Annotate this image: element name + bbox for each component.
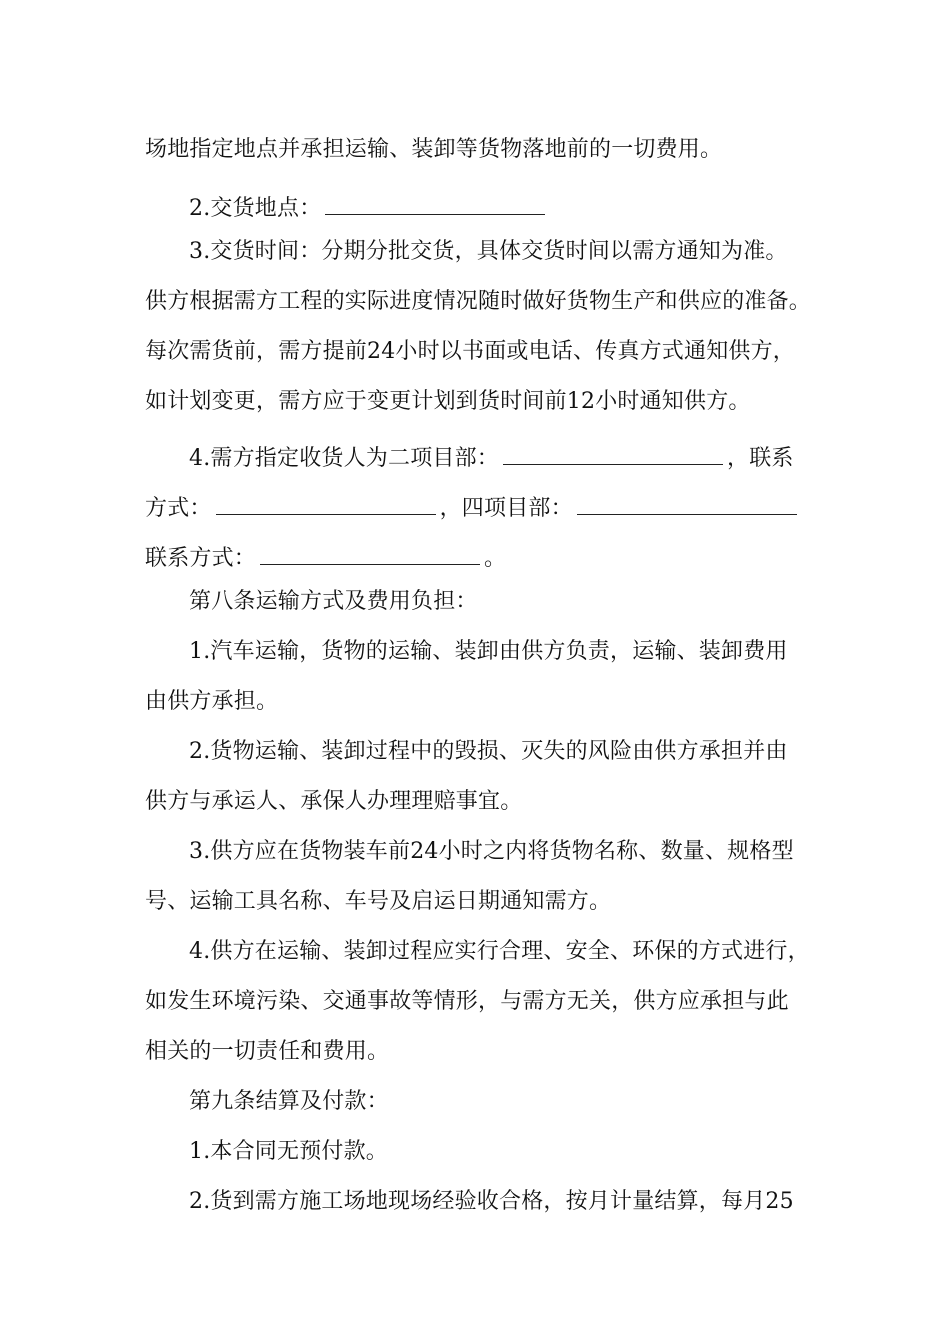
label: 联系方式： — [145, 546, 257, 571]
text: 每次需货前，需方提前24小时以书面或电话、传真方式通知供方， — [145, 339, 795, 364]
delivery-location-line — [189, 184, 869, 220]
paragraph-line — [145, 884, 825, 920]
fill-in-blank-delivery-location[interactable] — [325, 184, 545, 215]
text: 2.货到需方施工场地现场经验收合格，按月计量结算，每月25 — [189, 1189, 794, 1214]
paragraph-line — [145, 384, 825, 420]
text: 如发生环境污染、交通事故等情形，与需方无关，供方应承担与此 — [145, 989, 789, 1014]
label: 2.交货地点： — [189, 196, 322, 221]
text: 3.供方应在货物装车前24小时之内将货物名称、数量、规格型 — [189, 839, 794, 864]
text: ，联系 — [727, 446, 794, 471]
fill-in-blank-contact-4[interactable] — [260, 534, 480, 565]
paragraph-line — [145, 284, 825, 320]
paragraph-line — [189, 234, 869, 270]
text: 第九条结算及付款： — [189, 1089, 389, 1114]
text: 供方与承运人、承保人办理理赔事宜。 — [145, 789, 523, 814]
receiver-line — [189, 434, 869, 470]
text: 1.汽车运输，货物的运输、装卸由供方负责，运输、装卸费用 — [189, 639, 788, 664]
text: 如计划变更，需方应于变更计划到货时间前12小时通知供方。 — [145, 389, 751, 414]
text: 号、运输工具名称、车号及启运日期通知需方。 — [145, 889, 612, 914]
text: 第八条运输方式及费用负担： — [189, 589, 478, 614]
text: 供方根据需方工程的实际进度情况随时做好货物生产和供应的准备。 — [145, 289, 812, 314]
text: 相关的一切责任和费用。 — [145, 1039, 390, 1064]
paragraph-line — [145, 984, 825, 1020]
text: 2.货物运输、装卸过程中的毁损、灭失的风险由供方承担并由 — [189, 739, 788, 764]
fill-in-blank-project-dept-2[interactable] — [503, 434, 723, 465]
paragraph-line — [189, 1134, 869, 1170]
text: 。 — [484, 546, 507, 571]
text: 场地指定地点并承担运输、装卸等货物落地前的一切费用。 — [145, 137, 723, 162]
fill-in-blank-project-dept-4[interactable] — [577, 484, 797, 515]
text: 1.本合同无预付款。 — [189, 1139, 388, 1164]
section-heading — [189, 584, 869, 620]
contact-line — [145, 484, 825, 520]
paragraph-line — [145, 1034, 825, 1070]
text: 3.交货时间：分期分批交货，具体交货时间以需方通知为准。 — [189, 239, 788, 264]
paragraph-line — [189, 634, 869, 670]
text: 4.供方在运输、装卸过程应实行合理、安全、环保的方式进行， — [189, 939, 810, 964]
label: 方式： — [145, 496, 212, 521]
label: 4.需方指定收货人为二项目部： — [189, 446, 499, 471]
paragraph-line — [145, 132, 825, 168]
paragraph-line — [145, 684, 825, 720]
paragraph-line — [189, 734, 869, 770]
section-heading — [189, 1084, 869, 1120]
fill-in-blank-contact-2[interactable] — [216, 484, 436, 515]
contact-line — [145, 534, 825, 570]
text: ，四项目部： — [439, 496, 573, 521]
paragraph-line — [145, 334, 825, 370]
text: 由供方承担。 — [145, 689, 279, 714]
paragraph-line — [189, 834, 869, 870]
paragraph-line — [189, 934, 869, 970]
paragraph-line — [189, 1184, 869, 1220]
paragraph-line — [145, 784, 825, 820]
